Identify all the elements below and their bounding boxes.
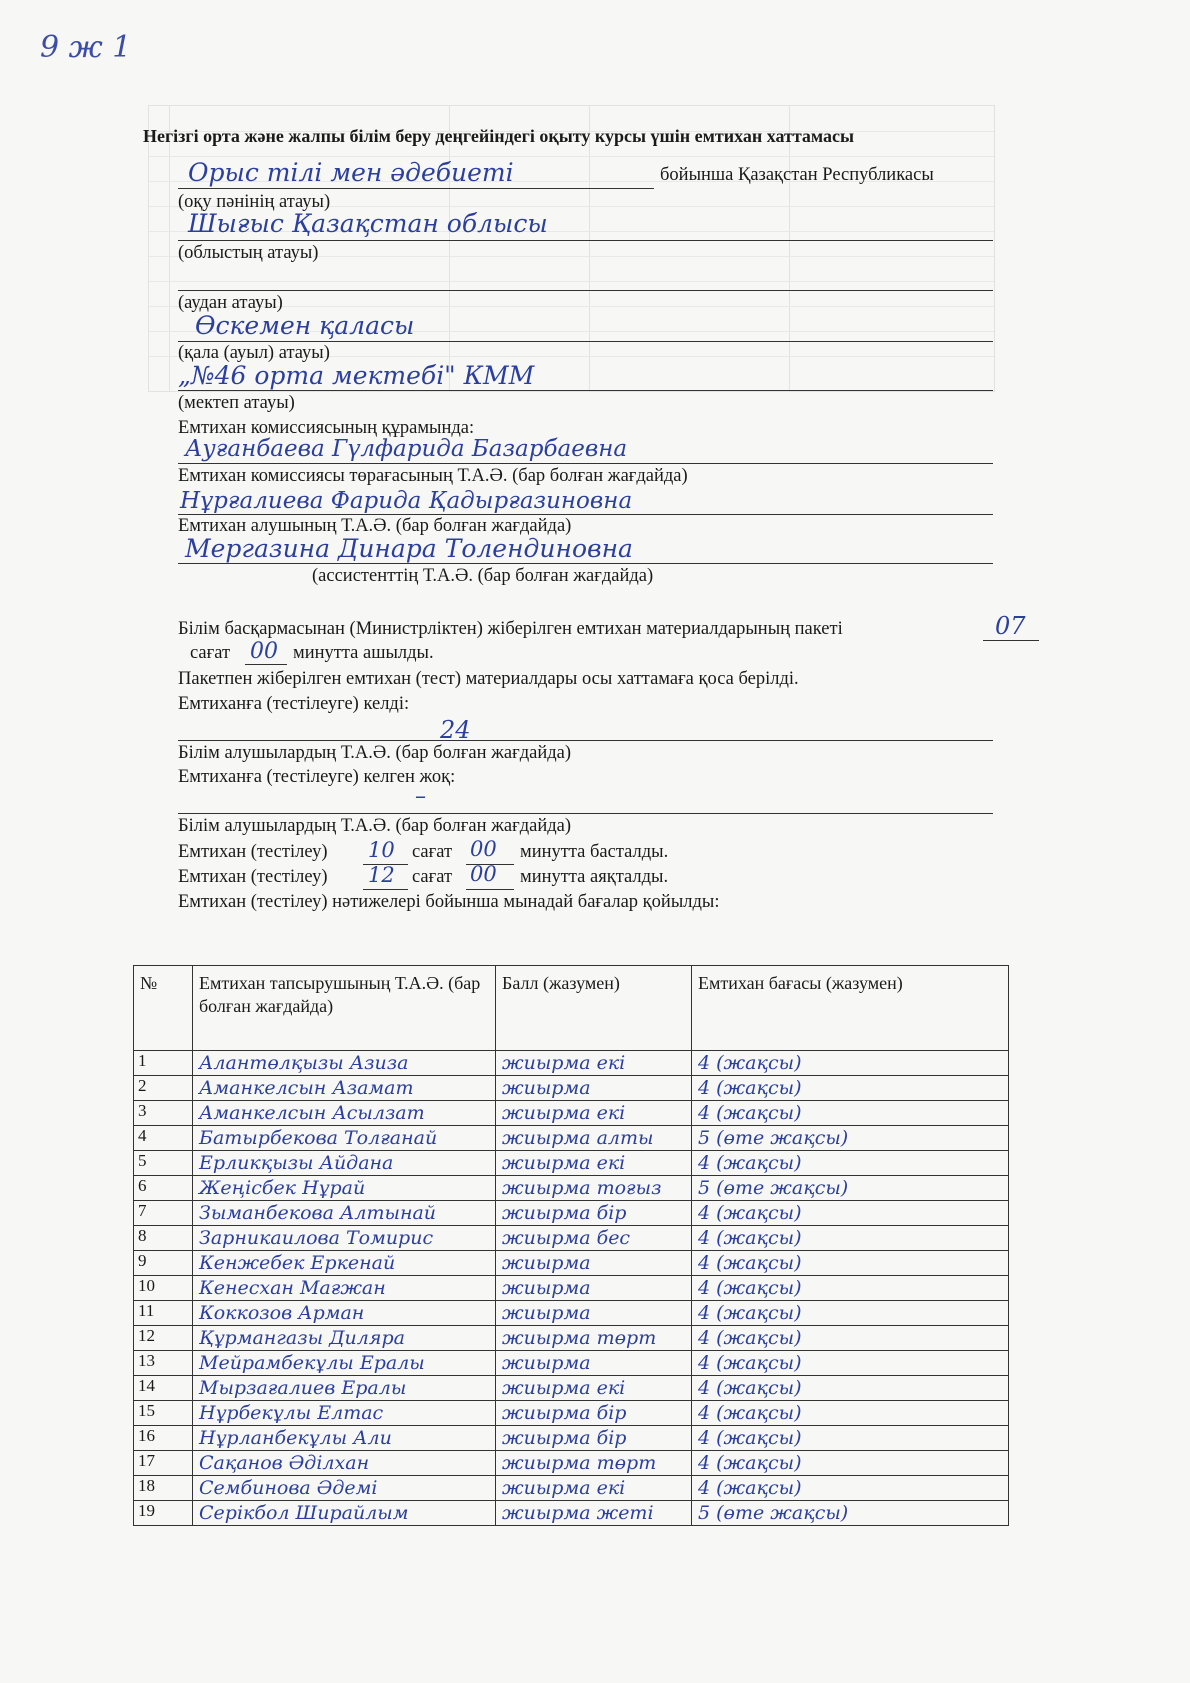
examiner-value: Нұрғалиева Фарида Қадырғазиновна bbox=[180, 488, 633, 514]
subject-line bbox=[178, 188, 654, 189]
examiner-line bbox=[178, 514, 993, 515]
end-hours: 12 bbox=[368, 863, 395, 887]
corner-note: 9 ж 1 bbox=[40, 30, 132, 65]
student-name: Жеңісбек Нұрай bbox=[193, 1176, 496, 1201]
chair-caption: Емтихан комиссиясы төрағасының Т.А.Ә. (бар болған жағдайда) bbox=[178, 466, 688, 486]
assistant-line bbox=[178, 563, 993, 564]
package-minutes-line bbox=[245, 664, 287, 665]
row-number: 18 bbox=[134, 1476, 193, 1501]
absent-label: Емтиханға (тестілеуге) келген жоқ: bbox=[178, 767, 456, 787]
start-suffix: минутта басталды. bbox=[520, 842, 669, 862]
chair-value: Ауғанбаева Гүлфарида Базарбаевна bbox=[185, 436, 628, 462]
grade-in-words: 4 (жақсы) bbox=[692, 1276, 1009, 1301]
package-suffix: минутта ашылды. bbox=[293, 643, 434, 663]
grade-in-words: 4 (жақсы) bbox=[692, 1376, 1009, 1401]
score-in-words: жиырма bbox=[496, 1251, 692, 1276]
table-row bbox=[134, 1376, 1009, 1401]
grade-in-words: 5 (өте жақсы) bbox=[692, 1126, 1009, 1151]
table-row bbox=[134, 1151, 1009, 1176]
table-row bbox=[134, 1301, 1009, 1326]
document-title: Негізгі орта және жалпы білім беру деңгейіндегі оқыту курсы үшін емтихан хаттамасы bbox=[143, 126, 855, 146]
row-number: 6 bbox=[134, 1176, 193, 1201]
grade-in-words: 4 (жақсы) bbox=[692, 1151, 1009, 1176]
table-row bbox=[134, 1126, 1009, 1151]
school-value: „№46 орта мектебі" КММ bbox=[178, 361, 535, 390]
header-student-name: Емтихан тапсырушының Т.А.Ә. (бар болған жағдайда) bbox=[193, 966, 496, 1051]
score-in-words: жиырма bbox=[496, 1301, 692, 1326]
present-line bbox=[178, 740, 993, 741]
table-row bbox=[134, 1451, 1009, 1476]
present-value: 24 bbox=[440, 716, 471, 744]
table-row bbox=[134, 1051, 1009, 1076]
score-in-words: жиырма тоғыз bbox=[496, 1176, 692, 1201]
score-in-words: жиырма екі bbox=[496, 1101, 692, 1126]
row-number: 17 bbox=[134, 1451, 193, 1476]
present-caption: Білім алушылардың Т.А.Ә. (бар болған жағдайда) bbox=[178, 743, 572, 763]
start-minutes: 00 bbox=[470, 837, 497, 861]
start-hours: 10 bbox=[368, 838, 395, 862]
score-in-words: жиырма екі bbox=[496, 1151, 692, 1176]
student-name: Кенжебек Еркенай bbox=[193, 1251, 496, 1276]
absent-value: – bbox=[415, 784, 426, 809]
table-row bbox=[134, 1101, 1009, 1126]
header-score: Балл (жазумен) bbox=[496, 966, 692, 1051]
student-name: Алантөлқызы Азиза bbox=[193, 1051, 496, 1076]
score-in-words: жиырма bbox=[496, 1351, 692, 1376]
row-number: 8 bbox=[134, 1226, 193, 1251]
package-minutes: 00 bbox=[250, 639, 278, 664]
student-name: Ерликқызы Айдана bbox=[193, 1151, 496, 1176]
table-row bbox=[134, 1226, 1009, 1251]
results-table-body bbox=[134, 1051, 1009, 1526]
score-in-words: жиырма төрт bbox=[496, 1326, 692, 1351]
score-in-words: жиырма bbox=[496, 1076, 692, 1101]
end-hour-word: сағат bbox=[412, 867, 453, 887]
commission-intro: Емтихан комиссиясының құрамында: bbox=[178, 418, 475, 438]
header-number: № bbox=[134, 966, 193, 1051]
region-caption: (облыстың атауы) bbox=[178, 243, 319, 263]
start-hour-word: сағат bbox=[412, 842, 453, 862]
end-minutes: 00 bbox=[470, 862, 497, 886]
student-name: Құрмангазы Диляра bbox=[193, 1326, 496, 1351]
student-name: Зыманбекова Алтынай bbox=[193, 1201, 496, 1226]
city-value: Өскемен қаласы bbox=[195, 311, 415, 340]
student-name: Зарникаилова Томирис bbox=[193, 1226, 496, 1251]
table-row bbox=[134, 1501, 1009, 1526]
table-row bbox=[134, 1201, 1009, 1226]
city-line bbox=[178, 341, 993, 342]
student-name: Кенесхан Мағжан bbox=[193, 1276, 496, 1301]
end-prefix: Емтихан (тестілеу) bbox=[178, 867, 328, 887]
score-in-words: жиырма екі bbox=[496, 1476, 692, 1501]
grade-in-words: 5 (өте жақсы) bbox=[692, 1176, 1009, 1201]
grade-in-words: 4 (жақсы) bbox=[692, 1051, 1009, 1076]
table-row bbox=[134, 1251, 1009, 1276]
score-in-words: жиырма бір bbox=[496, 1201, 692, 1226]
grade-in-words: 4 (жақсы) bbox=[692, 1301, 1009, 1326]
score-in-words: жиырма бес bbox=[496, 1226, 692, 1251]
subject-value: Орыс тілі мен әдебиеті bbox=[188, 158, 514, 187]
student-name: Нұрбекұлы Елтас bbox=[193, 1401, 496, 1426]
results-intro: Емтихан (тестілеу) нәтижелері бойынша мынадай бағалар қойылды: bbox=[178, 892, 720, 912]
assistant-caption: (ассистенттің Т.А.Ә. (бар болған жағдайда) bbox=[312, 566, 654, 586]
start-prefix: Емтихан (тестілеу) bbox=[178, 842, 328, 862]
row-number: 10 bbox=[134, 1276, 193, 1301]
end-hours-line bbox=[363, 889, 408, 890]
table-row bbox=[134, 1276, 1009, 1301]
grade-in-words: 4 (жақсы) bbox=[692, 1251, 1009, 1276]
absent-line bbox=[178, 813, 993, 814]
student-name: Мырзағалиев Ералы bbox=[193, 1376, 496, 1401]
row-number: 7 bbox=[134, 1201, 193, 1226]
results-table-header bbox=[134, 966, 1009, 1051]
student-name: Коккозов Арман bbox=[193, 1301, 496, 1326]
row-number: 3 bbox=[134, 1101, 193, 1126]
row-number: 4 bbox=[134, 1126, 193, 1151]
results-table bbox=[133, 965, 1009, 1526]
score-in-words: жиырма бір bbox=[496, 1401, 692, 1426]
grade-in-words: 5 (өте жақсы) bbox=[692, 1501, 1009, 1526]
subject-caption: (оқу пәнінің атауы) bbox=[178, 192, 331, 212]
package-text: Білім басқармасынан (Министрліктен) жіберілген емтихан материалдарының пакеті bbox=[178, 619, 843, 639]
score-in-words: жиырма екі bbox=[496, 1376, 692, 1401]
table-row bbox=[134, 1401, 1009, 1426]
chair-line bbox=[178, 463, 993, 464]
table-row bbox=[134, 1076, 1009, 1101]
region-value: Шығыс Қазақстан облысы bbox=[188, 209, 548, 238]
grade-in-words: 4 (жақсы) bbox=[692, 1201, 1009, 1226]
row-number: 11 bbox=[134, 1301, 193, 1326]
city-caption: (қала (ауыл) атауы) bbox=[178, 343, 330, 363]
grade-in-words: 4 (жақсы) bbox=[692, 1476, 1009, 1501]
school-line bbox=[178, 390, 993, 391]
score-in-words: жиырма бір bbox=[496, 1426, 692, 1451]
table-row bbox=[134, 1426, 1009, 1451]
row-number: 15 bbox=[134, 1401, 193, 1426]
grade-in-words: 4 (жақсы) bbox=[692, 1451, 1009, 1476]
student-name: Мейрамбекұлы Ералы bbox=[193, 1351, 496, 1376]
student-name: Аманкелсын Асылзат bbox=[193, 1101, 496, 1126]
row-number: 5 bbox=[134, 1151, 193, 1176]
row-number: 13 bbox=[134, 1351, 193, 1376]
row-number: 9 bbox=[134, 1251, 193, 1276]
end-minutes-line bbox=[466, 889, 514, 890]
subject-suffix: бойынша Қазақстан Республикасы bbox=[660, 165, 934, 185]
examiner-caption: Емтихан алушының Т.А.Ә. (бар болған жағдайда) bbox=[178, 516, 572, 536]
end-suffix: минутта аяқталды. bbox=[520, 867, 669, 887]
district-line bbox=[178, 290, 993, 291]
student-name: Нұрланбекұлы Али bbox=[193, 1426, 496, 1451]
student-name: Батырбекова Толғанай bbox=[193, 1126, 496, 1151]
present-label: Емтиханға (тестілеуге) келді: bbox=[178, 694, 410, 714]
absent-caption: Білім алушылардың Т.А.Ә. (бар болған жағдайда) bbox=[178, 816, 572, 836]
grade-in-words: 4 (жақсы) bbox=[692, 1226, 1009, 1251]
assistant-value: Мергазина Динара Толендиновна bbox=[185, 534, 633, 563]
score-in-words: жиырма bbox=[496, 1276, 692, 1301]
table-row bbox=[134, 1176, 1009, 1201]
grade-in-words: 4 (жақсы) bbox=[692, 1101, 1009, 1126]
package-hours: 07 bbox=[995, 612, 1026, 640]
grade-in-words: 4 (жақсы) bbox=[692, 1426, 1009, 1451]
table-row bbox=[134, 1326, 1009, 1351]
package-hour-word: сағат bbox=[190, 643, 231, 663]
student-name: Аманкелсын Азамат bbox=[193, 1076, 496, 1101]
attached-note: Пакетпен жіберілген емтихан (тест) материалдары осы хаттамаға қоса берілді. bbox=[178, 669, 799, 689]
score-in-words: жиырма алты bbox=[496, 1126, 692, 1151]
grade-in-words: 4 (жақсы) bbox=[692, 1076, 1009, 1101]
row-number: 2 bbox=[134, 1076, 193, 1101]
district-caption: (аудан атауы) bbox=[178, 293, 283, 313]
student-name: Сембинова Әдемі bbox=[193, 1476, 496, 1501]
package-hours-line bbox=[983, 640, 1039, 641]
row-number: 16 bbox=[134, 1426, 193, 1451]
student-name: Сақанов Әділхан bbox=[193, 1451, 496, 1476]
row-number: 1 bbox=[134, 1051, 193, 1076]
score-in-words: жиырма жеті bbox=[496, 1501, 692, 1526]
school-caption: (мектеп атауы) bbox=[178, 393, 295, 413]
row-number: 14 bbox=[134, 1376, 193, 1401]
score-in-words: жиырма төрт bbox=[496, 1451, 692, 1476]
grade-in-words: 4 (жақсы) bbox=[692, 1401, 1009, 1426]
table-row bbox=[134, 1351, 1009, 1376]
student-name: Серікбол Ширайлым bbox=[193, 1501, 496, 1526]
row-number: 12 bbox=[134, 1326, 193, 1351]
region-line bbox=[178, 240, 993, 241]
table-row bbox=[134, 1476, 1009, 1501]
row-number: 19 bbox=[134, 1501, 193, 1526]
header-grade: Емтихан бағасы (жазумен) bbox=[692, 966, 1009, 1051]
score-in-words: жиырма екі bbox=[496, 1051, 692, 1076]
grade-in-words: 4 (жақсы) bbox=[692, 1351, 1009, 1376]
grade-in-words: 4 (жақсы) bbox=[692, 1326, 1009, 1351]
